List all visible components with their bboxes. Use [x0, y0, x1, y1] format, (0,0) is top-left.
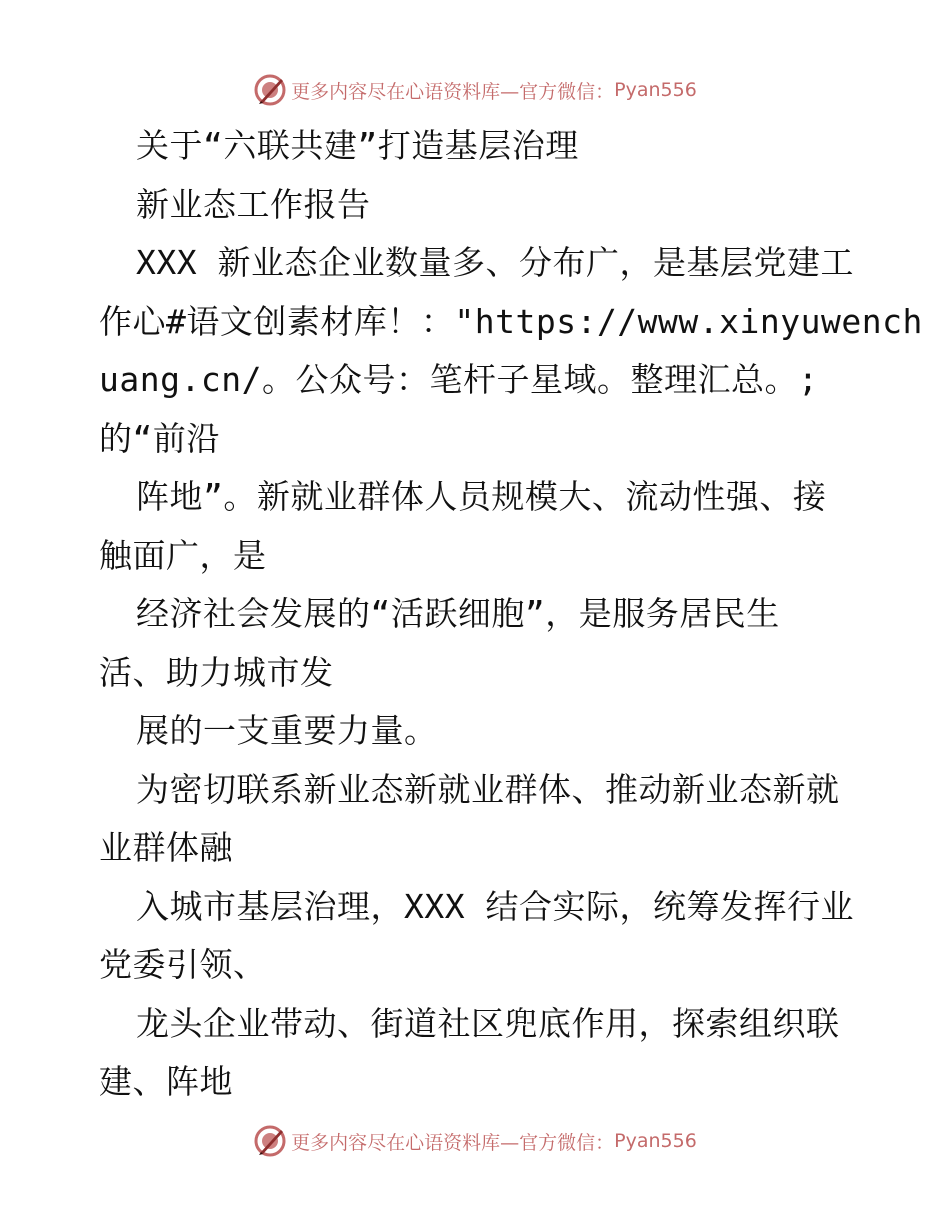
text-line: 作心#语文创素材库！："https://www.xinyuwench	[99, 301, 923, 341]
watermark-handle: Pyan556	[614, 1130, 697, 1152]
text-line: 党委引领、	[99, 945, 267, 984]
text-line: uang.cn/。公众号：笔杆子星域。整理汇总。;	[99, 360, 819, 399]
text-line: 为密切联系新业态新就业群体、推动新业态新就	[136, 769, 840, 809]
watermark-text: 更多内容尽在心语资料库—官方微信：	[291, 80, 615, 103]
watermark-text: 更多内容尽在心语资料库—官方微信：	[291, 1131, 615, 1154]
text-line: 龙头企业带动、街道社区兜底作用，探索组织联	[136, 1003, 840, 1043]
watermark-footer	[0, 1121, 950, 1161]
text-line: 业群体融	[99, 828, 233, 867]
text-line: XXX 新业态企业数量多、分布广，是基层党建工	[136, 243, 854, 282]
text-line: 关于“六联共建”打造基层治理	[136, 126, 579, 165]
text-line: 展的一支重要力量。	[136, 711, 438, 750]
watermark-header	[0, 70, 950, 110]
text-line: 活、助力城市发	[99, 652, 334, 692]
pen-logo-icon	[253, 1124, 287, 1158]
text-line: 的“前沿	[99, 418, 220, 458]
text-line: 经济社会发展的“活跃细胞”，是服务居民生	[136, 594, 780, 633]
watermark-handle: Pyan556	[614, 79, 697, 101]
pen-logo-icon	[253, 73, 287, 107]
text-line: 触面广，是	[99, 535, 267, 575]
text-line: 入城市基层治理，XXX 结合实际，统筹发挥行业	[136, 886, 854, 926]
text-line: 阵地”。新就业群体人员规模大、流动性强、接	[136, 477, 827, 516]
text-line: 建、阵地	[99, 1062, 233, 1101]
document-body	[99, 117, 923, 1112]
text-line: 新业态工作报告	[136, 184, 371, 224]
